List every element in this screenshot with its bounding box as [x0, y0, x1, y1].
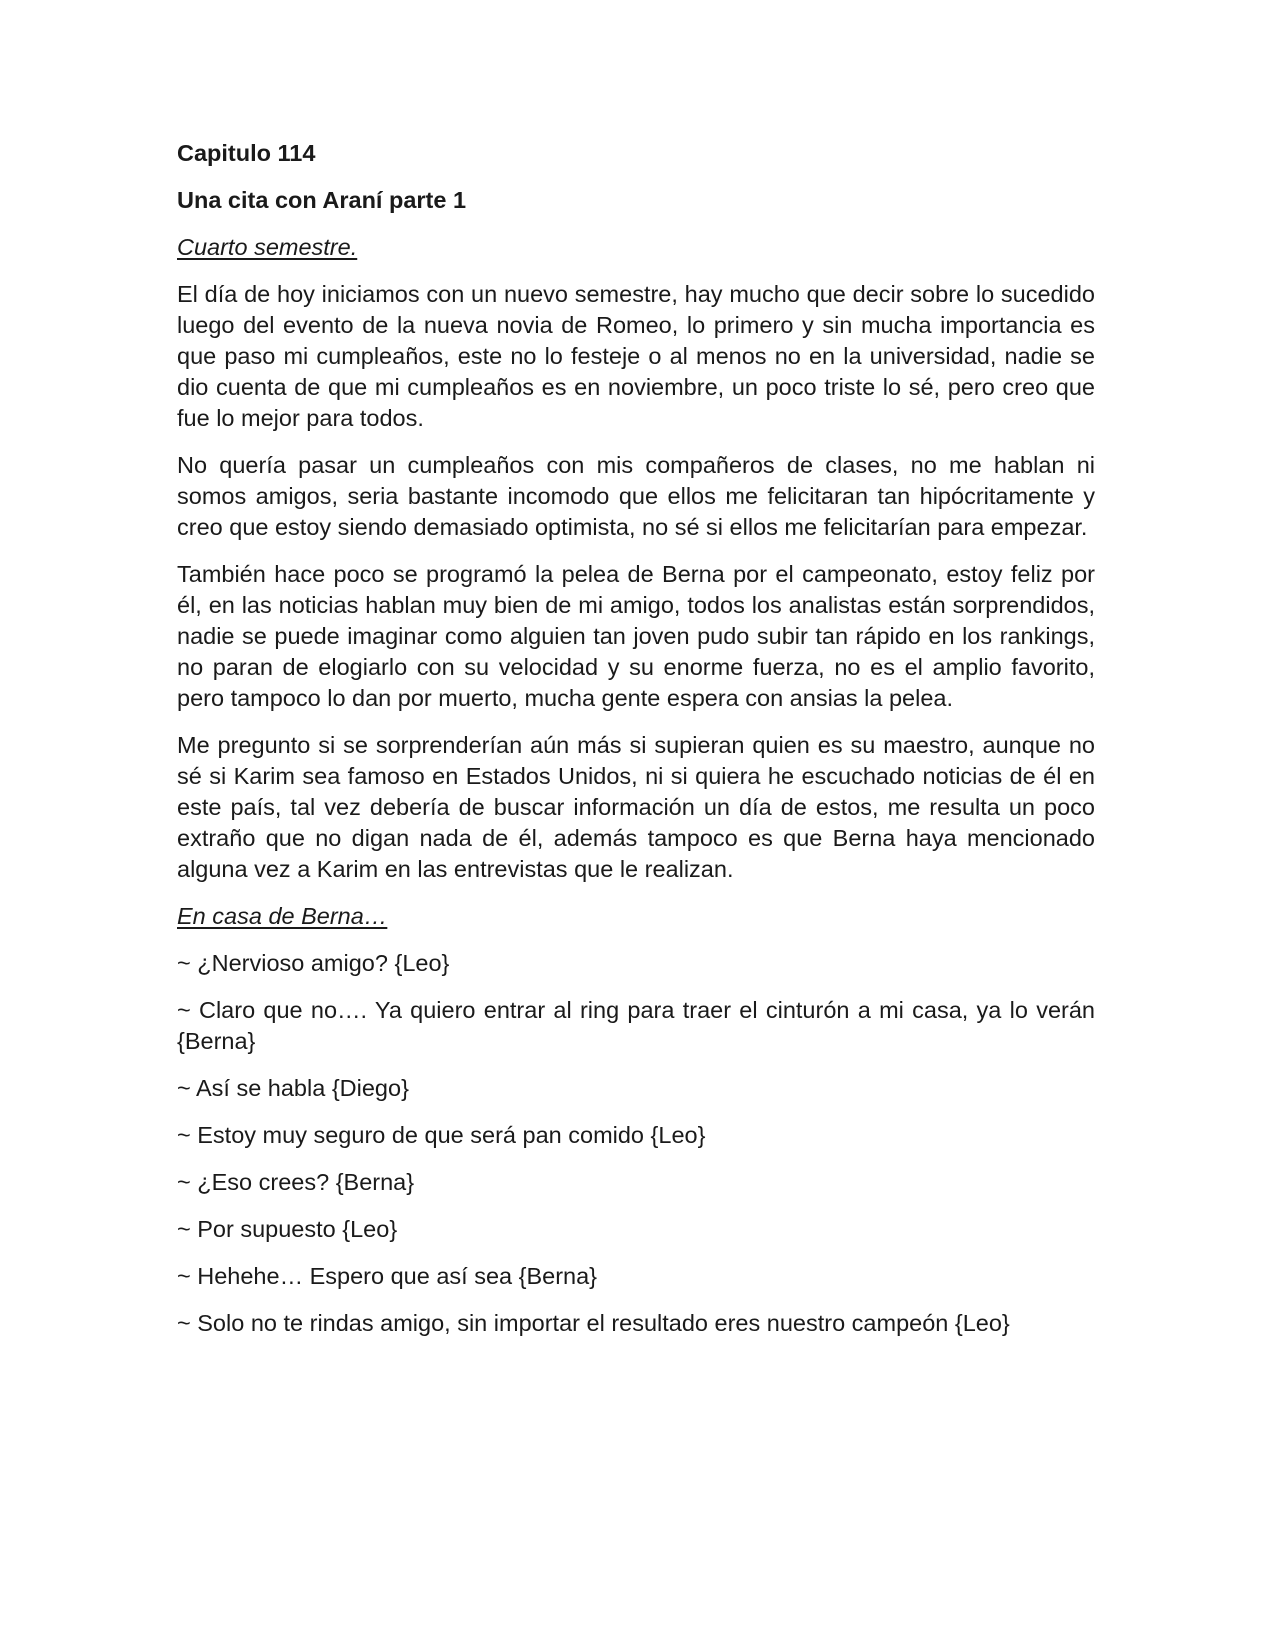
- dialogue-line: ~ Así se habla {Diego}: [177, 1075, 409, 1101]
- paragraph: Me pregunto si se sorprenderían aún más si supieran quien es su maestro, aunque no sé si Karim sea famoso en Estados Unidos, ni si quiera he escuchado noticias de él en este país, tal vez debería de buscar información un día de estos, me resulta un poco extraño que no digan nada de él, además tampoco es que Berna haya mencionado alguna vez a Karim en las entrevistas que le realizan.: [177, 732, 1095, 882]
- dialogue-line: ~ Solo no te rindas amigo, sin importar el resultado eres nuestro campeón {Leo}: [177, 1310, 1010, 1336]
- dialogue-line: ~ ¿Eso crees? {Berna}: [177, 1169, 415, 1195]
- paragraph: También hace poco se programó la pelea de Berna por el campeonato, estoy feliz por él, en las noticias hablan muy bien de mi amigo, todos los analistas están sorprendidos, nadie se puede imaginar como alguien tan joven pudo subir tan rápido en los rankings, no paran de elogiarlo con su velocidad y su enorme fuerza, no es el amplio favorito, pero tampoco lo dan por muerto, mucha gente espera con ansias la pelea.: [177, 561, 1095, 711]
- section-heading-cuarto-semestre: Cuarto semestre.: [177, 234, 358, 260]
- dialogue-line: ~ Hehehe… Espero que así sea {Berna}: [177, 1263, 598, 1289]
- document-body: [177, 138, 1095, 1355]
- dialogue-line: ~ Estoy muy seguro de que será pan comido {Leo}: [177, 1122, 706, 1148]
- paragraph: No quería pasar un cumpleaños con mis compañeros de clases, no me hablan ni somos amigos, seria bastante incomodo que ellos me felicitaran tan hipócritamente y creo que estoy siendo demasiado optimista, no sé si ellos me felicitarían para empezar.: [177, 452, 1095, 540]
- dialogue-line: ~ Claro que no…. Ya quiero entrar al ring para traer el cinturón a mi casa, ya lo verán {Berna}: [177, 997, 1095, 1054]
- section-heading-casa-de-berna: En casa de Berna…: [177, 903, 388, 929]
- dialogue-line: ~ Por supuesto {Leo}: [177, 1216, 398, 1242]
- paragraph: El día de hoy iniciamos con un nuevo semestre, hay mucho que decir sobre lo sucedido luego del evento de la nueva novia de Romeo, lo primero y sin mucha importancia es que paso mi cumpleaños, este no lo festeje o al menos no en la universidad, nadie se dio cuenta de que mi cumpleaños es en noviembre, un poco triste lo sé, pero creo que fue lo mejor para todos.: [177, 281, 1095, 431]
- dialogue-line: ~ ¿Nervioso amigo? {Leo}: [177, 950, 450, 976]
- chapter-subtitle: Una cita con Araní parte 1: [177, 187, 467, 213]
- chapter-title: Capitulo 114: [177, 140, 316, 166]
